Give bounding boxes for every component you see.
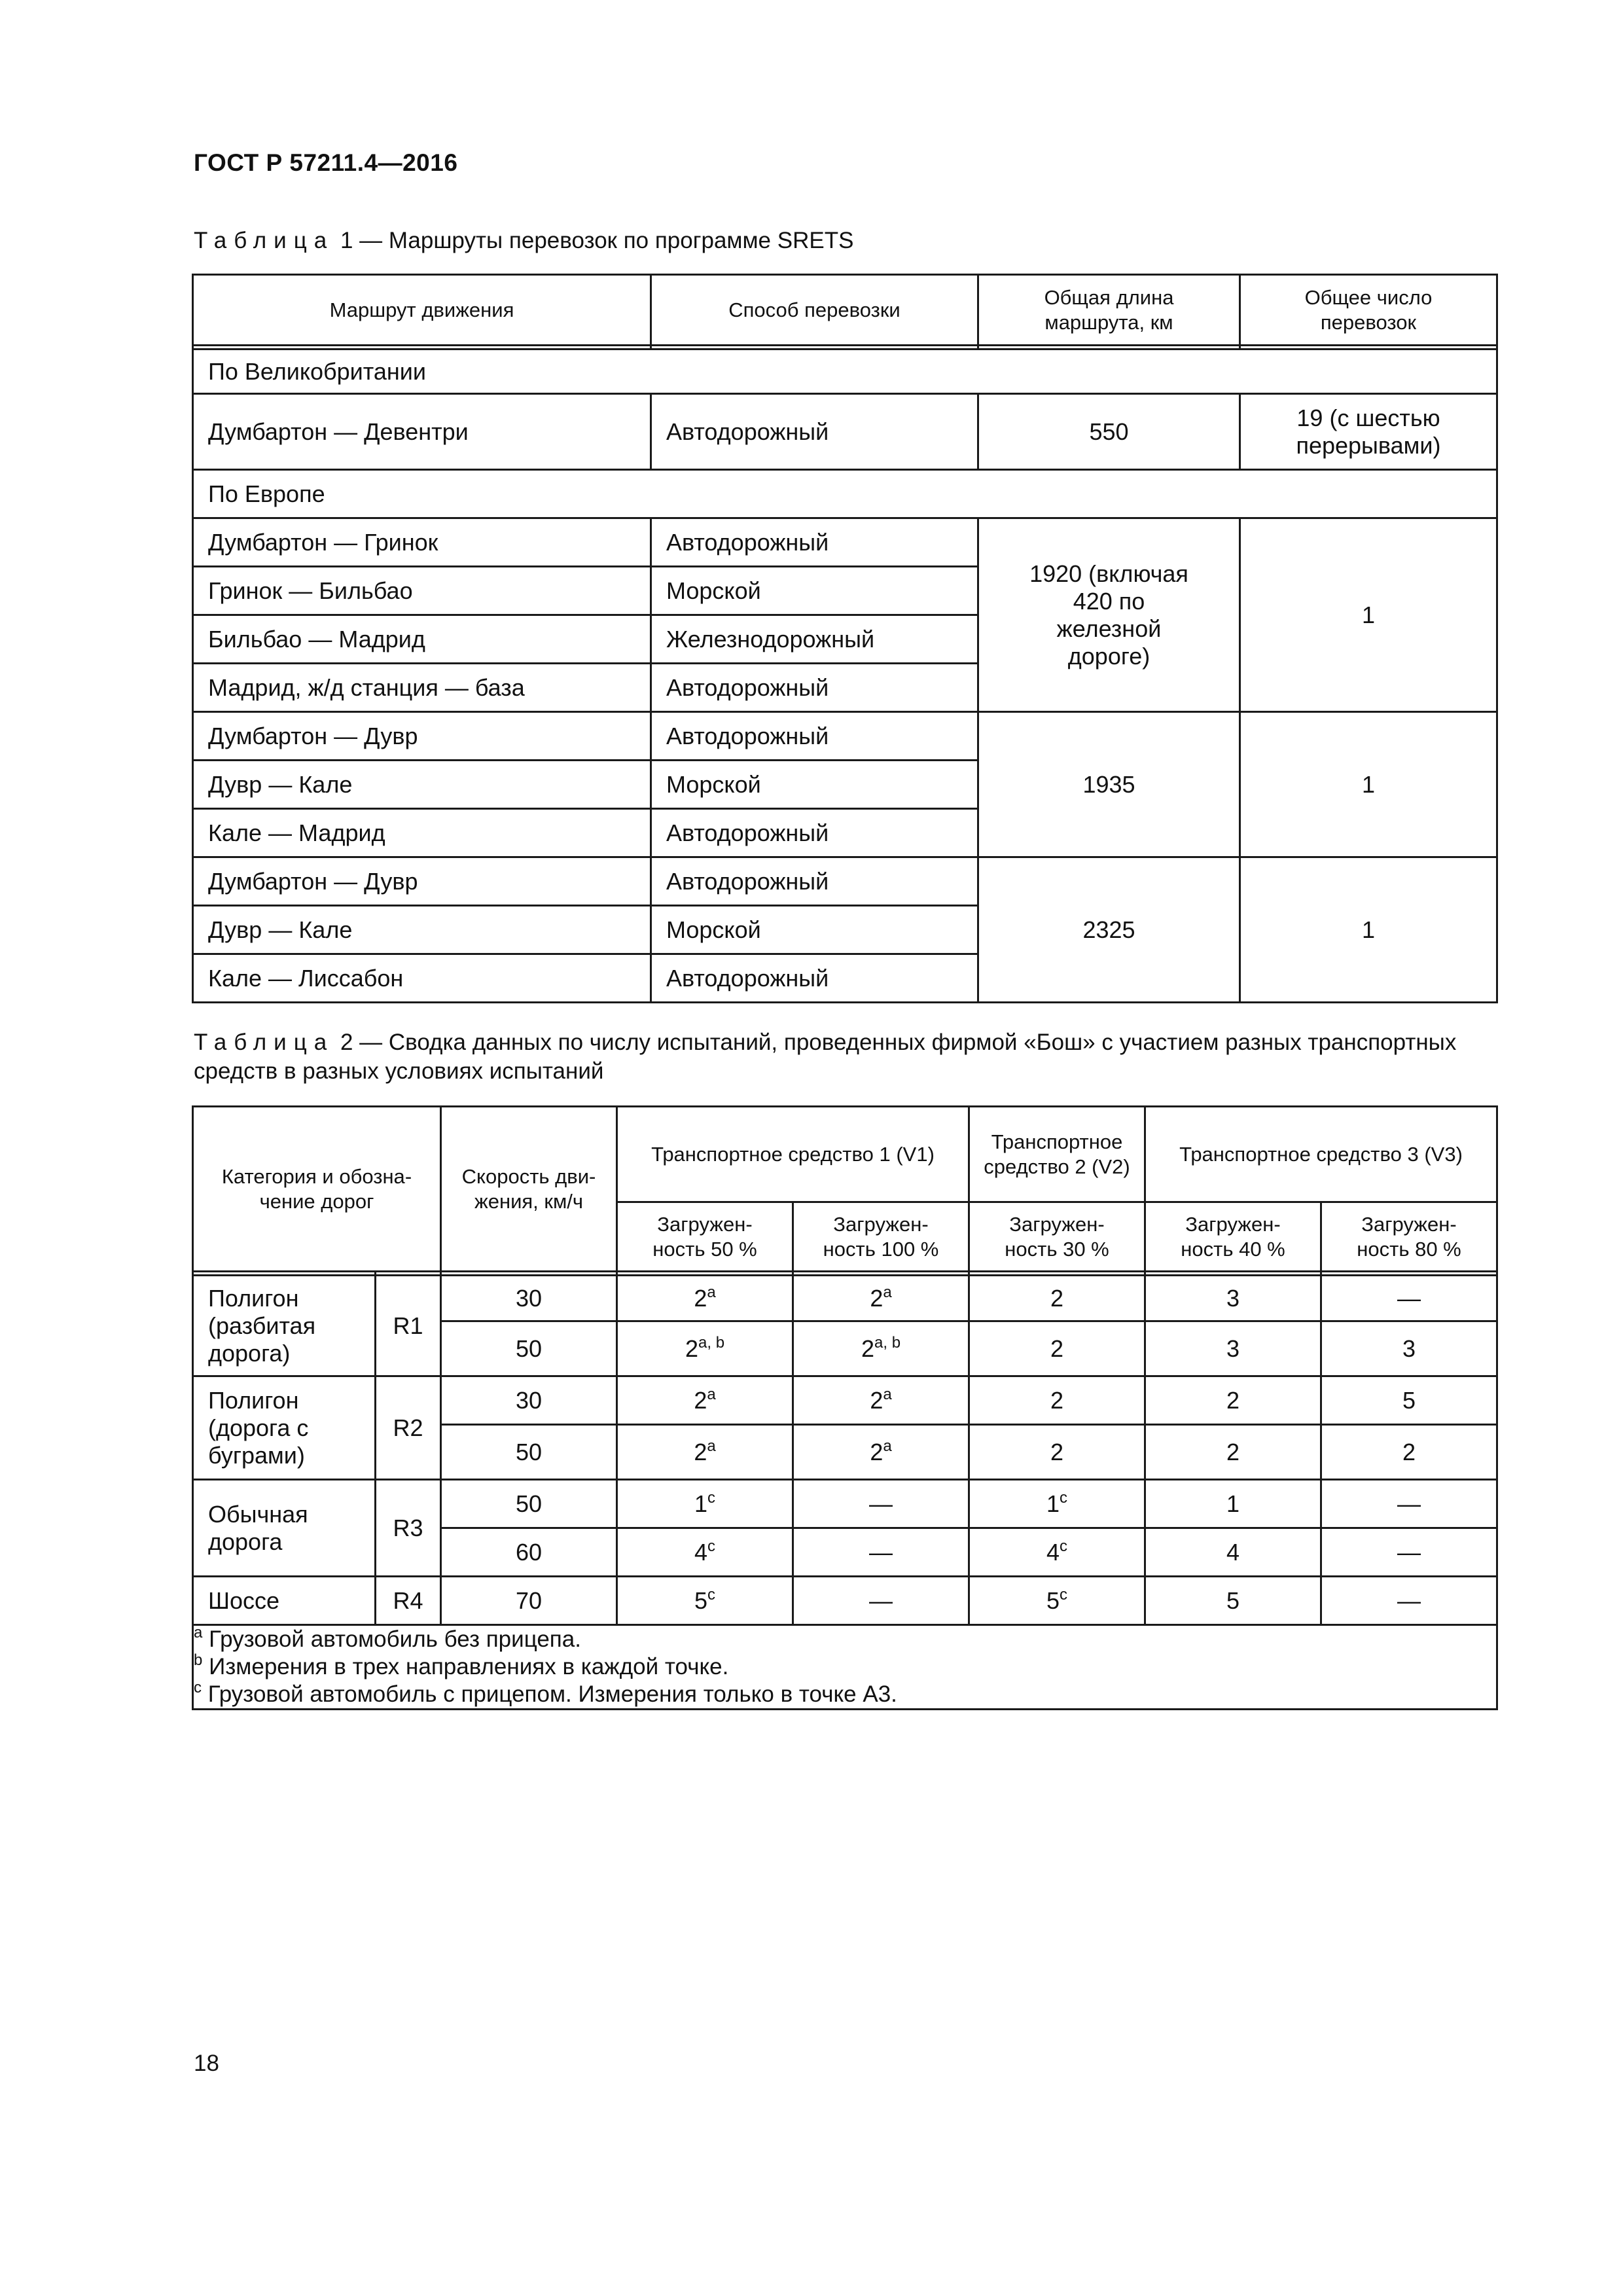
v2-30-cell: 1$^c$: [969, 1480, 1145, 1528]
v1-100-cell: —: [793, 1577, 969, 1625]
note-c: $^c$ Грузовой автомобиль с прицепом. Измерения только в точке А3.: [194, 1679, 897, 1707]
count-cell: 1: [1240, 518, 1497, 712]
v3-40-cell: 2: [1145, 1376, 1321, 1425]
table1-caption: [194, 226, 853, 255]
v2-30-cell: 2: [969, 1376, 1145, 1425]
v3-40-cell: 5: [1145, 1577, 1321, 1625]
table1-header-route: Маршрут движения: [193, 275, 651, 346]
mode-cell: Автодорожный: [651, 394, 978, 470]
v1-100-cell: —: [793, 1480, 969, 1528]
v3-80-cell: 5: [1321, 1376, 1497, 1425]
note-b: $^b$ Измерения в трех направлениях в каждой точке.: [194, 1651, 729, 1679]
document-header: ГОСТ Р 57211.4—2016: [194, 149, 458, 176]
mode-cell: Автодорожный: [651, 809, 978, 857]
v2-30-cell: 2: [969, 1276, 1145, 1321]
length-cell: 2325: [978, 857, 1240, 1003]
route-cell: Дувр — Кале: [193, 761, 651, 809]
speed-cell: 30: [441, 1376, 617, 1425]
mode-cell: Автодорожный: [651, 664, 978, 712]
v3-80-cell: 2: [1321, 1425, 1497, 1480]
mode-cell: Морской: [651, 906, 978, 954]
table2-row: [193, 1480, 1497, 1528]
speed-cell: 70: [441, 1577, 617, 1625]
table2-header-v1: Транспортное средство 1 (V1): [617, 1107, 969, 1202]
v2-30-cell: 4$^c$: [969, 1528, 1145, 1577]
table2-header-v3: Транспортное средство 3 (V3): [1145, 1107, 1497, 1202]
note-a: $^a$ Грузовой автомобиль без прицепа.: [194, 1624, 581, 1652]
table1-header-mode: Способ перевозки: [651, 275, 978, 346]
route-cell: Думбартон — Гринок: [193, 518, 651, 567]
v3-40-cell: 3: [1145, 1276, 1321, 1321]
speed-cell: 60: [441, 1528, 617, 1577]
table2-header-category: Категория и обозначение дорог: [193, 1107, 441, 1272]
table1-header-count: Общее число перевозок: [1240, 275, 1497, 346]
v3-80-cell: —: [1321, 1528, 1497, 1577]
table2-title: 2 — Сводка данных по числу испытаний, проведенных фирмой «Бош» с участием разных транспортных средств в разных условиях испытаний: [194, 1030, 1457, 1084]
v3-40-cell: 4: [1145, 1528, 1321, 1577]
count-cell: 19 (с шестью перерывами): [1240, 394, 1497, 470]
road-cell: Обычная дорога: [193, 1480, 376, 1577]
v2-30-cell: 2: [969, 1321, 1145, 1376]
count-cell: 1: [1240, 857, 1497, 1003]
v1-50-cell: 4$^c$: [617, 1528, 793, 1577]
road-cell: Шоссе: [193, 1577, 376, 1625]
road-code-cell: R3: [376, 1480, 441, 1577]
table1-section-row: [193, 470, 1497, 518]
v1-100-cell: 2$^a$: [793, 1376, 969, 1425]
count-cell: 1: [1240, 712, 1497, 857]
road-cell: Полигон (дорога с буграми): [193, 1376, 376, 1480]
table2-header-v1-100: Загруженность 100 %: [793, 1202, 969, 1272]
length-cell: 550: [978, 394, 1240, 470]
road-code-cell: R2: [376, 1376, 441, 1480]
table2-header-v2-30: Загруженность 30 %: [969, 1202, 1145, 1272]
table2-header-v1-50: Загруженность 50 %: [617, 1202, 793, 1272]
v1-50-cell: 1$^c$: [617, 1480, 793, 1528]
road-code-cell: R4: [376, 1577, 441, 1625]
mode-cell: Автодорожный: [651, 712, 978, 761]
table2-row: [193, 1276, 1497, 1321]
mode-cell: Морской: [651, 761, 978, 809]
v3-80-cell: —: [1321, 1276, 1497, 1321]
road-code-cell: R1: [376, 1276, 441, 1376]
table2-label: Таблица: [194, 1030, 334, 1055]
v3-40-cell: 1: [1145, 1480, 1321, 1528]
v3-40-cell: 2: [1145, 1425, 1321, 1480]
table1-title: 1 — Маршруты перевозок по программе SRETS: [334, 228, 854, 253]
v1-50-cell: 2$^{a, b}$: [617, 1321, 793, 1376]
route-cell: Думбартон — Дувр: [193, 712, 651, 761]
mode-cell: Автодорожный: [651, 954, 978, 1003]
route-cell: Дувр — Кале: [193, 906, 651, 954]
length-cell: 1935: [978, 712, 1240, 857]
route-cell: Гринок — Бильбао: [193, 567, 651, 615]
table1-section-row: [193, 350, 1497, 394]
table2-header-v2: Транспортное средство 2 (V2): [969, 1107, 1145, 1202]
table1-label: Таблица: [194, 228, 334, 253]
table2-header-v3-40: Загруженность 40 %: [1145, 1202, 1321, 1272]
table2-notes-row: [193, 1625, 1497, 1710]
table2-notes: [193, 1625, 1497, 1710]
table1-row: [193, 518, 1497, 567]
table1-header-length: Общая длина маршрута, км: [978, 275, 1240, 346]
route-cell: Кале — Мадрид: [193, 809, 651, 857]
table1-section-uk: По Великобритании: [193, 350, 1497, 394]
mode-cell: Автодорожный: [651, 518, 978, 567]
table1-row: [193, 712, 1497, 761]
v1-50-cell: 5$^c$: [617, 1577, 793, 1625]
speed-cell: 30: [441, 1276, 617, 1321]
table2-caption: [194, 1028, 1496, 1086]
table1-routes: [192, 274, 1498, 1003]
length-cell: 1920 (включая 420 по железной дороге): [978, 518, 1240, 712]
table2-row: [193, 1577, 1497, 1625]
v1-100-cell: 2$^a$: [793, 1425, 969, 1480]
v3-80-cell: 3: [1321, 1321, 1497, 1376]
route-cell: Кале — Лиссабон: [193, 954, 651, 1003]
v1-50-cell: 2$^a$: [617, 1276, 793, 1321]
speed-cell: 50: [441, 1425, 617, 1480]
v1-100-cell: —: [793, 1528, 969, 1577]
table2-row: [193, 1376, 1497, 1425]
speed-cell: 50: [441, 1480, 617, 1528]
table1-row: [193, 394, 1497, 470]
v1-100-cell: 2$^{a, b}$: [793, 1321, 969, 1376]
table1-section-europe: По Европе: [193, 470, 1497, 518]
table2-header-v3-80: Загруженность 80 %: [1321, 1202, 1497, 1272]
table2-header-row: [193, 1107, 1497, 1202]
v3-80-cell: —: [1321, 1577, 1497, 1625]
table2-header-speed: Скорость движения, км/ч: [441, 1107, 617, 1272]
route-cell: Мадрид, ж/д станция — база: [193, 664, 651, 712]
v3-40-cell: 3: [1145, 1321, 1321, 1376]
road-cell: Полигон (разбитая дорога): [193, 1276, 376, 1376]
table1-row: [193, 857, 1497, 906]
v3-80-cell: —: [1321, 1480, 1497, 1528]
v1-50-cell: 2$^a$: [617, 1425, 793, 1480]
v2-30-cell: 5$^c$: [969, 1577, 1145, 1625]
table1-header-row: [193, 275, 1497, 346]
v1-50-cell: 2$^a$: [617, 1376, 793, 1425]
page-number: 18: [194, 2051, 219, 2076]
route-cell: Думбартон — Девентри: [193, 394, 651, 470]
speed-cell: 50: [441, 1321, 617, 1376]
mode-cell: Железнодорожный: [651, 615, 978, 664]
v1-100-cell: 2$^a$: [793, 1276, 969, 1321]
mode-cell: Автодорожный: [651, 857, 978, 906]
route-cell: Думбартон — Дувр: [193, 857, 651, 906]
v2-30-cell: 2: [969, 1425, 1145, 1480]
mode-cell: Морской: [651, 567, 978, 615]
route-cell: Бильбао — Мадрид: [193, 615, 651, 664]
table2-tests: [192, 1105, 1498, 1710]
